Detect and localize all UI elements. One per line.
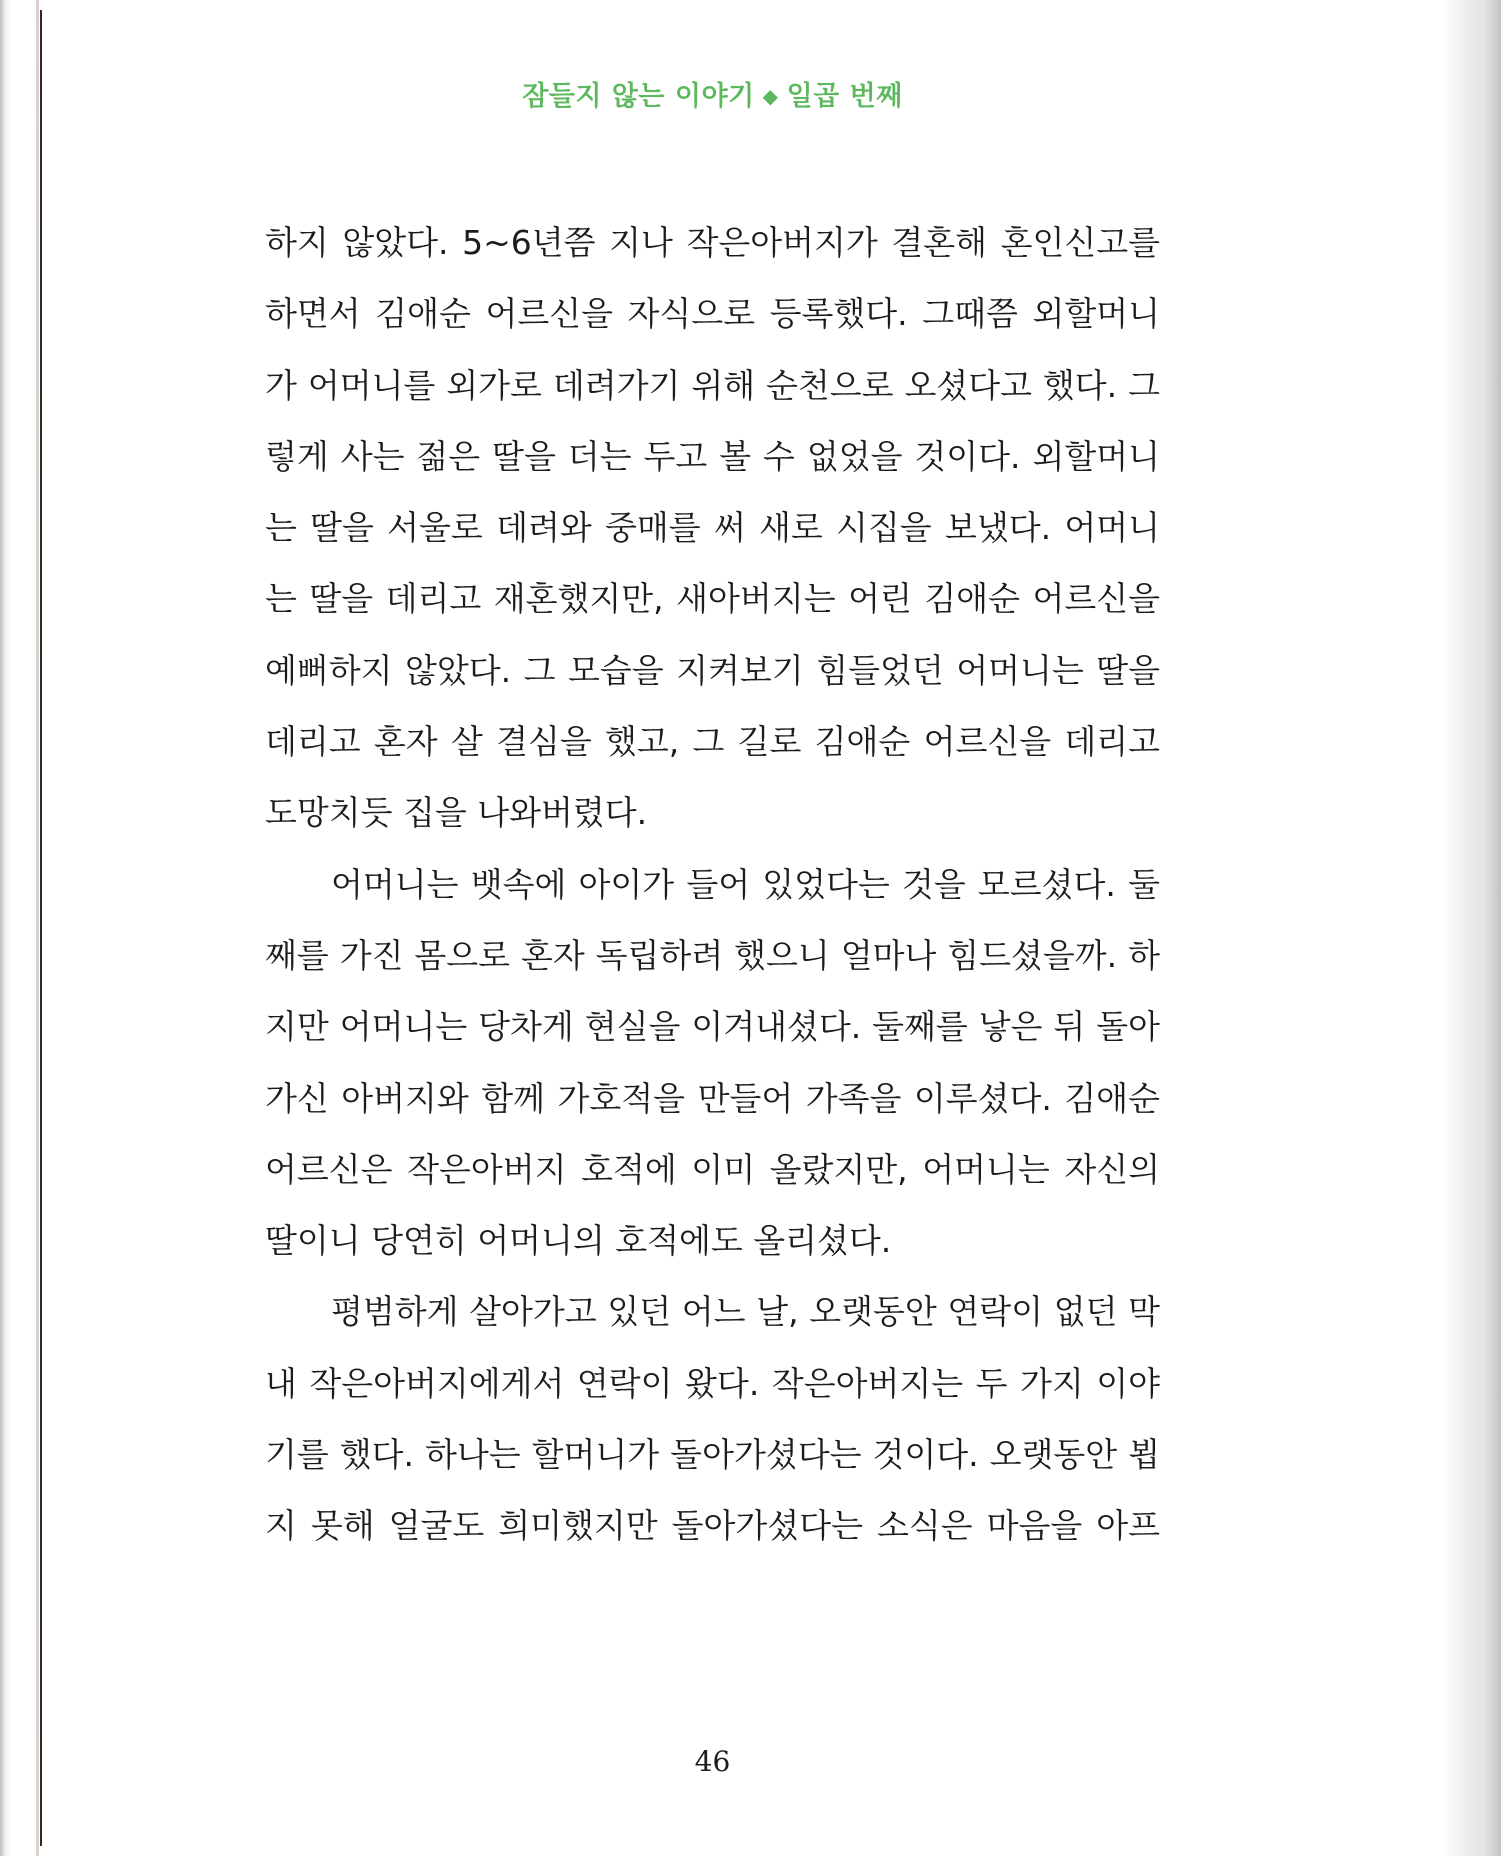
text-line: 딸이니 당연히 어머니의 호적에도 올리셨다.: [265, 1221, 892, 1261]
book-title: 잠들지 않는 이야기: [522, 81, 755, 112]
page-left-edge: [0, 0, 44, 1856]
diamond-separator-icon: ◆: [762, 84, 779, 108]
text-line: 기를 했다. 하나는 할머니가 돌아가셨다는 것이다. 오랫동안 뵙: [265, 1435, 1160, 1475]
text-line: 내 작은아버지에게서 연락이 왔다. 작은아버지는 두 가지 이야: [265, 1363, 1160, 1403]
running-header: [0, 74, 1425, 113]
text-line: 도망치듯 집을 나와버렸다.: [265, 793, 648, 833]
text-line: 예뻐하지 않았다. 그 모습을 지켜보기 힘들었던 어머니는 딸을: [265, 650, 1160, 690]
text-line: 째를 가진 몸으로 혼자 독립하려 했으니 얼마나 힘드셨을까. 하: [265, 935, 1160, 975]
text-line: 하면서 김애순 어르신을 자식으로 등록했다. 그때쯤 외할머니: [265, 294, 1160, 334]
text-line: 하지 않았다. 5~6년쯤 지나 작은아버지가 결혼해 혼인신고를: [265, 223, 1160, 262]
text-line: 는 딸을 서울로 데려와 중매를 써 새로 시집을 보냈다. 어머니: [265, 508, 1160, 548]
text-line: 렇게 사는 젊은 딸을 더는 두고 볼 수 없었을 것이다. 외할머니: [265, 436, 1160, 476]
text-line: 평범하게 살아가고 있던 어느 날, 오랫동안 연락이 없던 막: [331, 1292, 1160, 1332]
text-line: 지만 어머니는 당차게 현실을 이겨내셨다. 둘째를 낳은 뒤 돌아: [265, 1007, 1160, 1047]
text-line: 는 딸을 데리고 재혼했지만, 새아버지는 어린 김애순 어르신을: [265, 579, 1160, 619]
body-text: [265, 207, 1160, 1562]
page-right-shadow: [1461, 0, 1501, 1856]
paragraph: [265, 849, 1160, 1277]
text-line: 데리고 혼자 살 결심을 했고, 그 길로 김애순 어르신을 데리고: [265, 722, 1160, 762]
text-line: 어르신은 작은아버지 호적에 이미 올랐지만, 어머니는 자신의: [265, 1149, 1160, 1189]
chapter-label: 일곱 번째: [786, 81, 903, 112]
text-line: 어머니는 뱃속에 아이가 들어 있었다는 것을 모르셨다. 둘: [331, 864, 1160, 904]
text-line: 지 못해 얼굴도 희미했지만 돌아가셨다는 소식은 마음을 아프: [265, 1506, 1160, 1546]
page-number: 46: [694, 1745, 731, 1778]
text-line: 가 어머니를 외가로 데려가기 위해 순천으로 오셨다고 했다. 그: [265, 365, 1160, 405]
paragraph: [265, 1276, 1160, 1561]
paragraph: [265, 207, 1160, 849]
text-line: 가신 아버지와 함께 가호적을 만들어 가족을 이루셨다. 김애순: [265, 1078, 1160, 1118]
